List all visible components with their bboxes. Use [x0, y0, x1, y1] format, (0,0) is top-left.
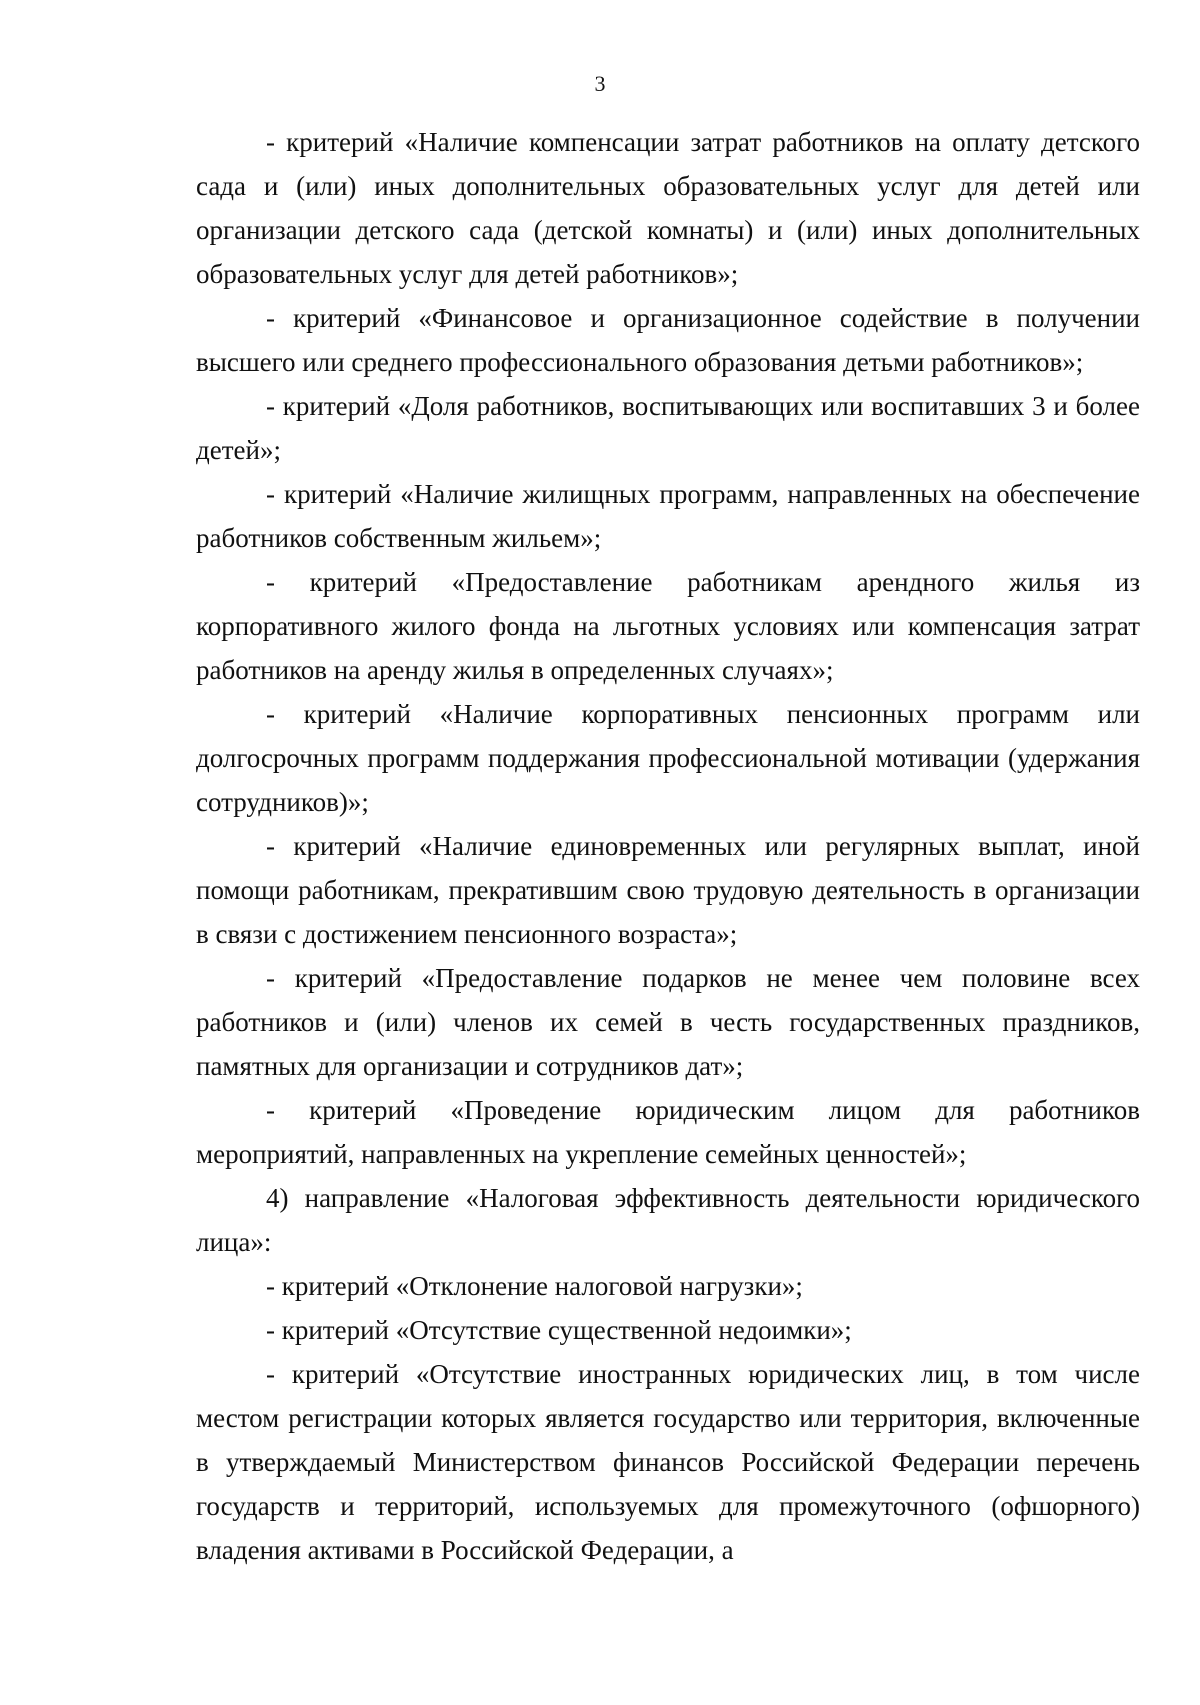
criterion-paragraph: - критерий «Предоставление работникам арендного жилья из корпоративного жилого фонда на льготных условиях или компенсация затрат работников на аренду жилья в определенных случаях»; — [196, 567, 1140, 685]
document-body — [196, 120, 1140, 1572]
criterion-paragraph: - критерий «Наличие жилищных программ, направленных на обеспечение работников собственным жильем»; — [196, 479, 1140, 553]
criterion-paragraph: - критерий «Отсутствие существенной недоимки»; — [266, 1315, 852, 1345]
criterion-paragraph: - критерий «Доля работников, воспитывающих или воспитавших 3 и более детей»; — [196, 391, 1140, 465]
criterion-paragraph: - критерий «Финансовое и организационное содействие в получении высшего или среднего профессионального образования детьми работников»; — [196, 303, 1140, 377]
criterion-paragraph: - критерий «Предоставление подарков не менее чем половине всех работников и (или) членов их семей в честь государственных праздников, памятных для организации и сотрудников дат»; — [196, 963, 1140, 1081]
criterion-paragraph: - критерий «Проведение юридическим лицом для работников мероприятий, направленных на укрепление семейных ценностей»; — [196, 1095, 1140, 1169]
criterion-paragraph: - критерий «Наличие корпоративных пенсионных программ или долгосрочных программ поддержания профессиональной мотивации (удержания сотрудников)»; — [196, 699, 1140, 817]
criterion-paragraph: - критерий «Отсутствие иностранных юридических лиц, в том числе местом регистрации которых является государство или территория, включенные в утверждаемый Министерством финансов Российской Федерации перечень государств и территорий, используемых для промежуточного (офшорного) владения активами в Российской Федерации, а — [196, 1359, 1140, 1565]
criterion-paragraph: - критерий «Отклонение налоговой нагрузки»; — [266, 1271, 803, 1301]
criterion-paragraph: - критерий «Наличие единовременных или регулярных выплат, иной помощи работникам, прекратившим свою трудовую деятельность в организации в связи с достижением пенсионного возраста»; — [196, 831, 1140, 949]
page-number: 3 — [594, 71, 606, 96]
direction-heading: 4) направление «Налоговая эффективность деятельности юридического лица»: — [196, 1183, 1140, 1257]
criterion-paragraph: - критерий «Наличие компенсации затрат работников на оплату детского сада и (или) иных дополнительных образовательных услуг для детей или организации детского сада (детской комнаты) и (или) иных дополнительных образовательных услуг для детей работников»; — [196, 127, 1140, 289]
